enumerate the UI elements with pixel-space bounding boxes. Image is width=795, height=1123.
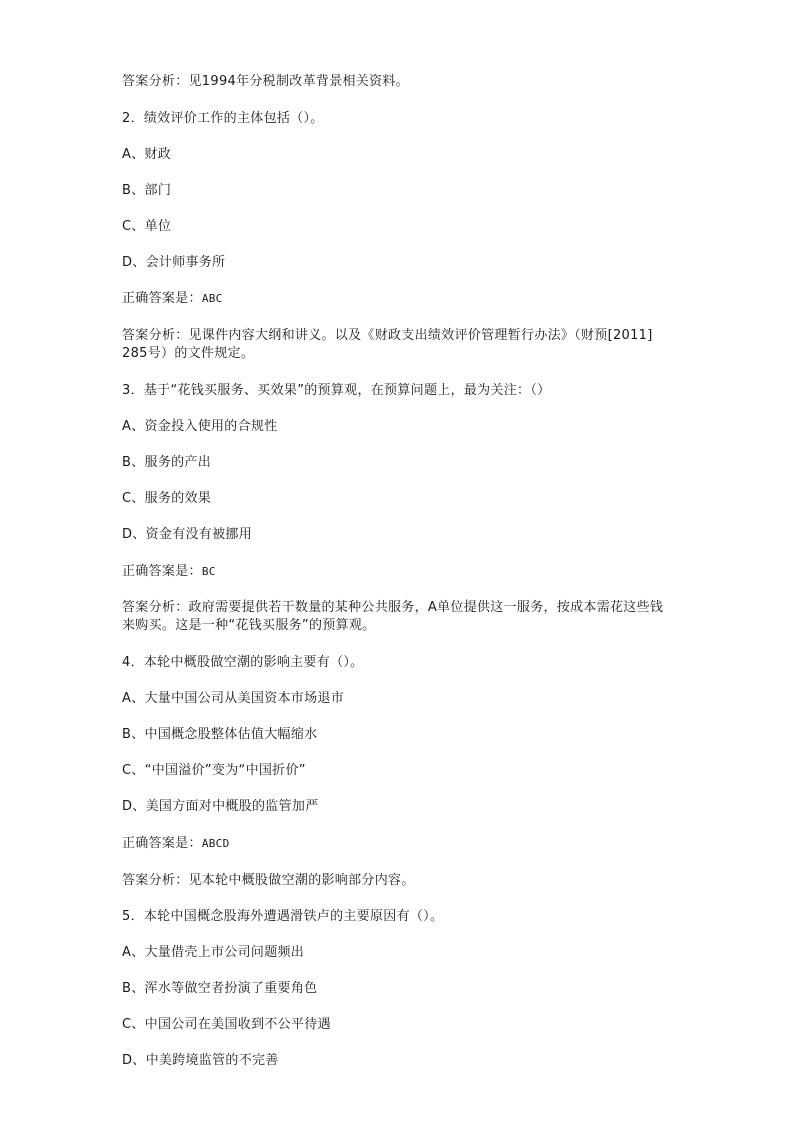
q5-option-b: B、浑水等做空者扮演了重要角色 [122,981,318,996]
q2-question: 2．绩效评价工作的主体包括（）。 [122,111,324,126]
q3-option-a: A、资金投入使用的合规性 [122,419,278,434]
q4-question: 4．本轮中概股做空潮的影响主要有（）。 [122,655,364,670]
answer-value: ABC [201,292,223,305]
q4-option-b: B、中国概念股整体估值大幅缩水 [122,727,318,742]
q2-option-b: B、部门 [122,183,172,198]
answer-label: 正确答案是： [122,291,202,306]
q4-correct-answer [122,835,230,853]
q3-analysis-line2: 来购买。这是一种“花钱买服务”的预算观。 [122,618,376,633]
answer-value: ABCD [201,837,230,850]
q5-option-a: A、大量借壳上市公司问题频出 [122,945,305,960]
q4-analysis: 答案分析：见本轮中概股做空潮的影响部分内容。 [122,873,415,888]
q2-option-a: A、财政 [122,147,172,162]
q4-option-c: C、“中国溢价”变为“中国折价” [122,763,306,778]
answer-label: 正确答案是： [122,564,202,579]
q3-question: 3．基于“花钱买服务、买效果”的预算观，在预算问题上，最为关注：（） [122,383,551,398]
q3-option-b: B、服务的产出 [122,455,212,470]
q4-option-a: A、大量中国公司从美国资本市场退市 [122,691,344,706]
q1-analysis: 答案分析：见1994年分税制改革背景相关资料。 [122,74,409,89]
q2-analysis-line1: 答案分析：见课件内容大纲和讲义。以及《财政支出绩效评价管理暂行办法》（财预[2011] [122,328,653,343]
q5-question: 5．本轮中国概念股海外遭遇滑铁卢的主要原因有（）。 [122,909,444,924]
q2-option-c: C、单位 [122,219,172,234]
q3-option-c: C、服务的效果 [122,491,212,506]
q4-option-d: D、美国方面对中概股的监管加严 [122,799,319,814]
q2-analysis-line2: 285号）的文件规定。 [122,346,255,361]
q3-analysis [122,599,692,635]
q5-option-c: C、中国公司在美国收到不公平待遇 [122,1017,331,1032]
q3-correct-answer [122,563,216,581]
q2-analysis [122,327,692,363]
answer-value: BC [201,565,216,578]
answer-label: 正确答案是： [122,836,202,851]
q2-correct-answer [122,290,223,308]
q3-analysis-line1: 答案分析：政府需要提供若干数量的某种公共服务，A单位提供这一服务，按成本需花这些钱 [122,600,664,615]
q5-option-d: D、中美跨境监管的不完善 [122,1053,279,1068]
q2-option-d: D、会计师事务所 [122,255,226,270]
q3-option-d: D、资金有没有被挪用 [122,527,253,542]
